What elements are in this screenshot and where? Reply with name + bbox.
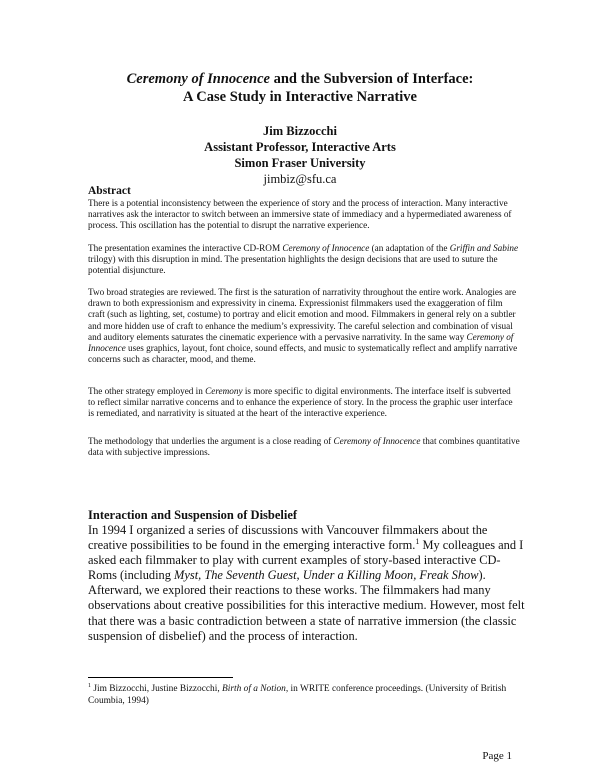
footnote-divider [88, 677, 233, 678]
text-run: The methodology that underlies the argument is a close reading of [88, 436, 334, 446]
section-heading: Interaction and Suspension of Disbelief [88, 508, 298, 522]
paper-title [60, 70, 540, 106]
author-position: Assistant Professor, Interactive Arts [204, 140, 396, 154]
footnote [88, 684, 528, 707]
text-run: Jim Bizzocchi, Justine Bizzocchi, [91, 684, 223, 694]
abstract-paragraph-1: There is a potential inconsistency between the experience of story and the process of interaction. Many interactive narratives ask the interactor to switch between an immersive state of immediacy and a hypermediated awareness of process. This oscillation has the potential to disrupt the narrative experience. [88, 198, 512, 231]
text-run: Two broad strategies are reviewed. The first is the saturation of narrativity throughout the entire work. Analogies are drawn to both expressionism and expressivity in cinema. Expressionist filmmakers used the exaggeration of film craft (such as lighting, set, costume) to portray and elicit emotion and mood. Filmmakers in general rely on a subtler and more hidden use of craft to enhance the medium’s expressivity. The careful selection and combination of visual and auditory elements saturates the cinematic experience with a pervasive narrativity. In the same way [88, 287, 517, 342]
text-run-italic: Ceremony of Innocence [88, 331, 514, 354]
text-run-italic: Ceremony of Innocence [282, 243, 370, 253]
footnote-reference[interactable]: 1 [415, 536, 420, 546]
text-run: The presentation examines the interactive CD-ROM [88, 243, 283, 253]
section-body [88, 523, 528, 644]
title-line-1 [60, 70, 540, 88]
footnote-number: 1 [88, 682, 92, 689]
text-run: My colleagues and I asked each filmmaker to play with current examples of story-based interactive CD-Roms (including [88, 538, 524, 583]
text-run: in WRITE conference proceedings. (University of British Coumbia, 1994) [88, 684, 507, 706]
author-block [60, 123, 540, 187]
page-number: Page 1 [482, 750, 512, 762]
abstract-paragraph-4 [88, 386, 520, 420]
text-run-italic: Myst, The Seventh Guest, Under a Killing Moon, Freak Show [174, 568, 479, 583]
text-run: that combines quantitative data with subjective impressions. [88, 436, 520, 458]
text-run: trilogy) with this disruption in mind. The presentation highlights the design decisions that are used to suture the potential disjuncture. [88, 254, 498, 276]
text-run-italic: Griffin and Sabine [449, 243, 519, 253]
text-run: (an adaptation of the [369, 243, 450, 253]
title-rest: and the Subversion of Interface: [269, 71, 474, 87]
title-italic: Ceremony of Innocence [126, 71, 270, 87]
title-line-2: A Case Study in Interactive Narrative [183, 89, 417, 105]
text-run: is more specific to digital environments. The interface itself is subverted to reflect similar narrative concerns and to enhance the experience of story. In the process the graphic user interface is remediated, and narrativity is situated at the heart of the interactive experience. [88, 386, 513, 419]
text-run: uses graphics, layout, font choice, sound effects, and music to systematically reflect and amplify narrative concerns such as character, mood, and theme. [88, 343, 518, 365]
text-run: The other strategy employed in [88, 386, 206, 396]
text-run: In 1994 I organized a series of discussions with Vancouver filmmakers about the creative possibilities to be found in the emerging interactive form. [88, 523, 488, 553]
text-run-italic: Ceremony [205, 386, 243, 396]
abstract-paragraph-5 [88, 436, 520, 458]
author-name: Jim Bizzocchi [263, 124, 337, 138]
author-email: jimbiz@sfu.ca [263, 172, 337, 186]
text-run: ). Afterward, we explored their reactions to these works. The filmmakers had many observations about creative possibilities for this interactive medium. However, most felt that there was a basic contradiction between a state of narrative immersion (the classic suspension of disbelief) and the process of interaction. [88, 568, 525, 643]
abstract-paragraph-2 [88, 243, 520, 277]
abstract-paragraph-3 [88, 287, 520, 365]
abstract-heading: Abstract [88, 185, 131, 197]
text-run-italic: Birth of a Notion, [222, 684, 289, 694]
author-institution: Simon Fraser University [234, 156, 366, 170]
text-run-italic: Ceremony of Innocence [333, 436, 421, 446]
